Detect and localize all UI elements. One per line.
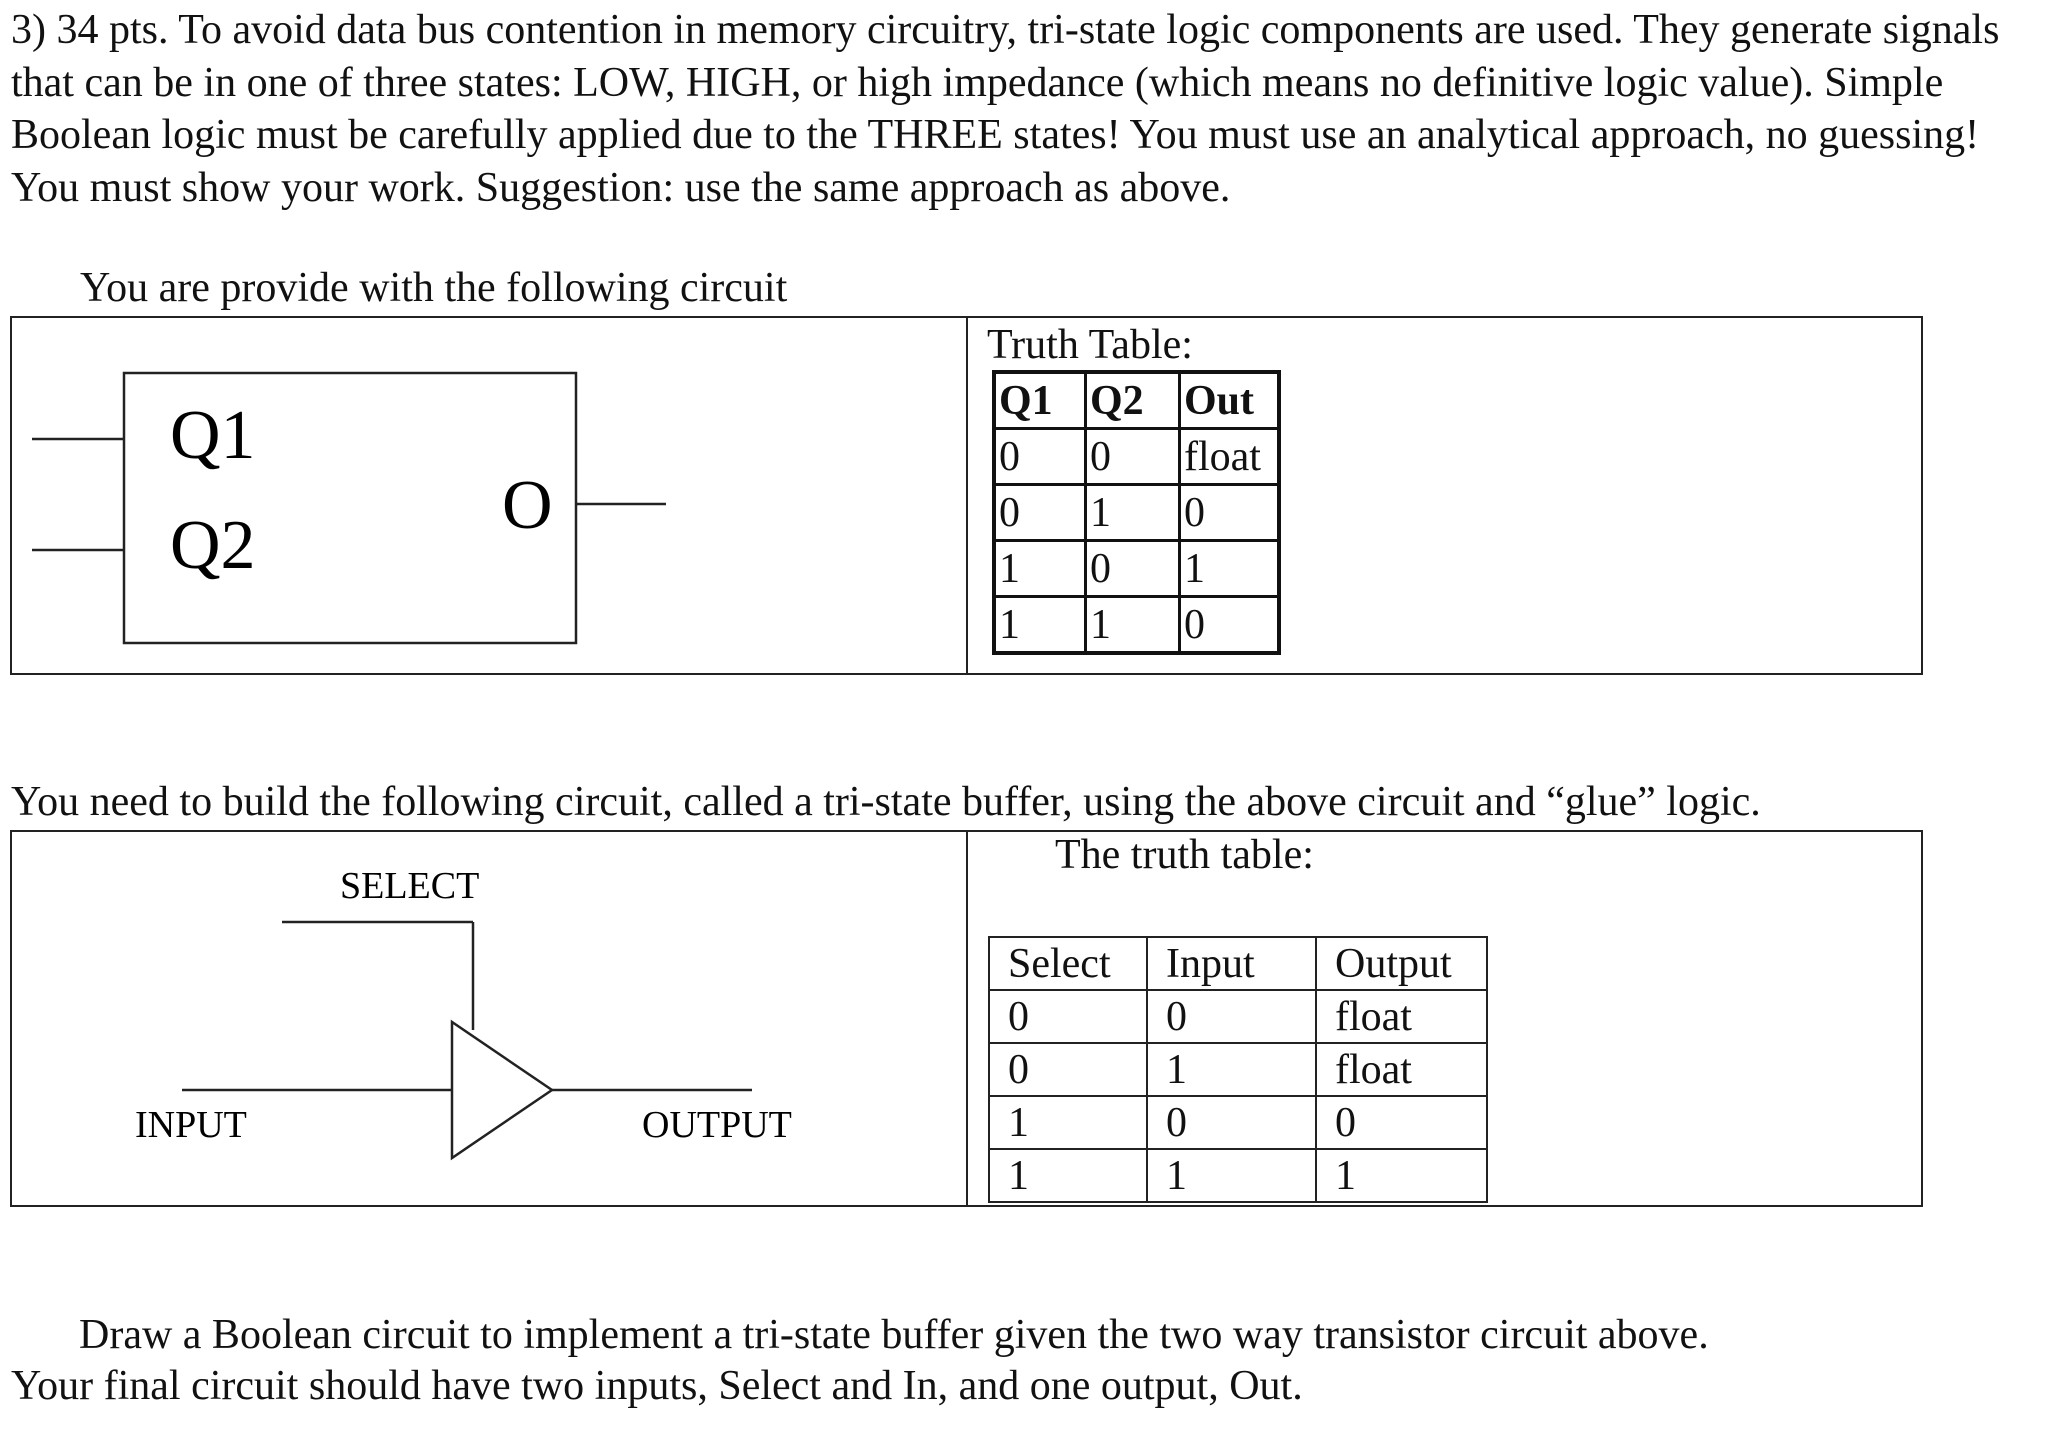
- cell-q2: 1: [1086, 485, 1180, 541]
- header-input: Input: [1147, 937, 1316, 990]
- select-label: SELECT: [340, 865, 480, 907]
- cell-output: float: [1316, 1043, 1487, 1096]
- cell-input: 1: [1147, 1149, 1316, 1202]
- table-header-row: [994, 372, 1279, 429]
- final-instructions: [11, 1310, 2011, 1412]
- instructions-line-1: Draw a Boolean circuit to implement a tri-state buffer given the two way transistor circuit above.: [79, 1312, 1709, 1358]
- cell-output: float: [1316, 990, 1487, 1043]
- tristate-block-diagram: [12, 318, 962, 673]
- truth-table-title: Truth Table:: [987, 322, 1193, 368]
- output-label: OUTPUT: [642, 1104, 792, 1146]
- cell-out: 0: [1180, 485, 1280, 541]
- header-q1: Q1: [994, 372, 1086, 429]
- table-row: [989, 1096, 1487, 1149]
- cell-out: 0: [1180, 597, 1280, 654]
- cell-select: 0: [989, 990, 1147, 1043]
- given-truth-table: [992, 370, 1281, 655]
- cell-q2: 0: [1086, 541, 1180, 597]
- table-row: [994, 597, 1279, 654]
- cell-q2: 0: [1086, 429, 1180, 485]
- table-row: [989, 1149, 1487, 1202]
- table-row: [994, 485, 1279, 541]
- cell-output: 1: [1316, 1149, 1487, 1202]
- target-circuit-panel: [10, 830, 1923, 1207]
- cell-select: 1: [989, 1096, 1147, 1149]
- given-circuit-caption: You are provide with the following circuit: [80, 265, 788, 311]
- table-header-row: [989, 937, 1487, 990]
- truth-table-title: The truth table:: [1055, 832, 1314, 878]
- panel-divider: [966, 832, 968, 1205]
- cell-q1: 0: [994, 485, 1086, 541]
- q2-label: Q2: [170, 507, 256, 584]
- cell-output: 0: [1316, 1096, 1487, 1149]
- cell-q1: 0: [994, 429, 1086, 485]
- panel-divider: [966, 318, 968, 673]
- tristate-buffer-diagram: [12, 832, 962, 1205]
- cell-select: 1: [989, 1149, 1147, 1202]
- o-label: O: [502, 467, 553, 544]
- header-q2: Q2: [1086, 372, 1180, 429]
- cell-input: 0: [1147, 990, 1316, 1043]
- input-label: INPUT: [135, 1104, 247, 1146]
- cell-out: float: [1180, 429, 1280, 485]
- cell-input: 1: [1147, 1043, 1316, 1096]
- table-row: [989, 1043, 1487, 1096]
- table-row: [994, 541, 1279, 597]
- cell-out: 1: [1180, 541, 1280, 597]
- instructions-line-2: Your final circuit should have two inputs, Select and In, and one output, Out.: [11, 1363, 1303, 1409]
- buffer-truth-table: [988, 936, 1488, 1203]
- table-row: [989, 990, 1487, 1043]
- cell-q1: 1: [994, 597, 1086, 654]
- q1-label: Q1: [170, 397, 256, 474]
- table-row: [994, 429, 1279, 485]
- cell-select: 0: [989, 1043, 1147, 1096]
- target-circuit-caption: You need to build the following circuit, called a tri-state buffer, using the above circuit and “glue” logic.: [11, 779, 1761, 825]
- cell-q1: 1: [994, 541, 1086, 597]
- buffer-triangle-icon: [452, 1022, 552, 1158]
- given-circuit-panel: [10, 316, 1923, 675]
- question-intro: 3) 34 pts. To avoid data bus contention in memory circuitry, tri-state logic components are used. They generate signals that can be in one of three states: LOW, HIGH, or high impedance (which means no definitive logic value). Simple Boolean logic must be carefully applied due to the THREE states! You must use an analytical approach, no guessing! You must show your work. Suggestion: use the same approach as above.: [11, 7, 2000, 211]
- header-output: Output: [1316, 937, 1487, 990]
- header-out: Out: [1180, 372, 1280, 429]
- cell-input: 0: [1147, 1096, 1316, 1149]
- cell-q2: 1: [1086, 597, 1180, 654]
- header-select: Select: [989, 937, 1147, 990]
